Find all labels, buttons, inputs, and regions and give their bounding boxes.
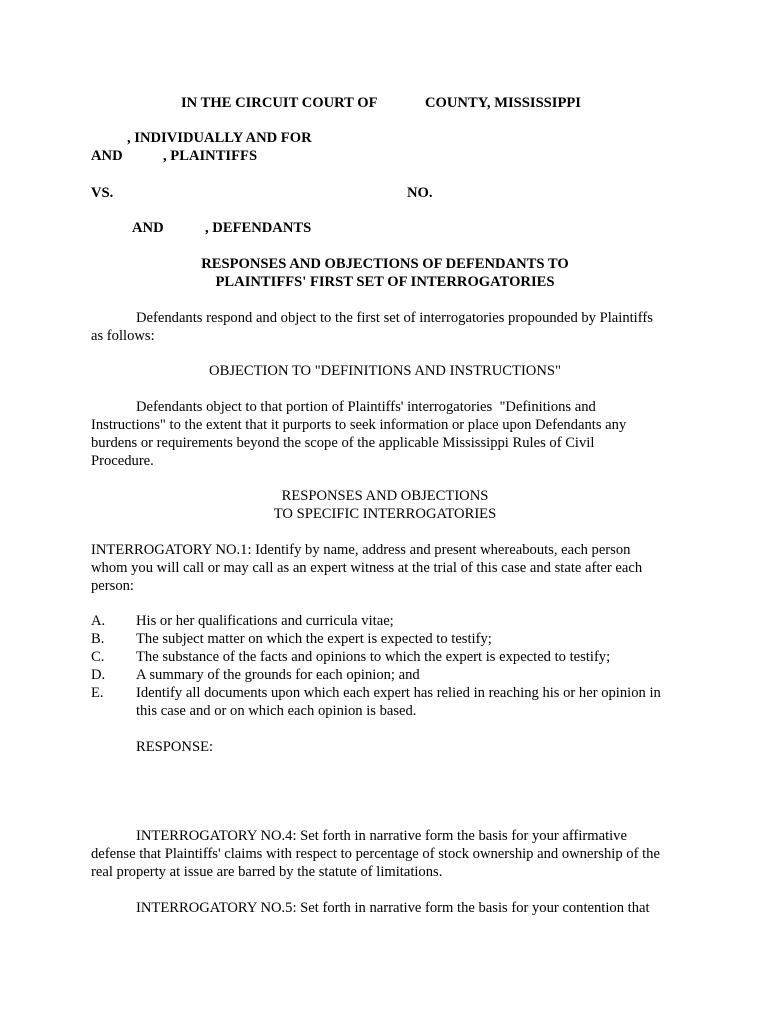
responses-heading-line2: TO SPECIFIC INTERROGATORIES [273, 506, 497, 522]
versus-label: VS. [91, 185, 114, 201]
list-item-text: His or her qualifications and curricula vitae; [136, 613, 394, 629]
plaintiff-line: , INDIVIDUALLY AND FOR [127, 130, 312, 146]
document-title-line2: PLAINTIFFS' FIRST SET OF INTERROGATORIES [215, 274, 555, 290]
court-name-prefix: IN THE CIRCUIT COURT OF [181, 95, 378, 111]
interrogatory1-line: INTERROGATORY NO.1: Identify by name, address and present whereabouts, each person [91, 542, 631, 558]
plaintiff-and: AND [91, 148, 123, 164]
interrogatory5-line: INTERROGATORY NO.5: Set forth in narrative form the basis for your contention that [136, 900, 650, 916]
objection-text-line: Instructions" to the extent that it purports to seek information or place upon Defendants any [91, 417, 627, 433]
objection-text-line: Procedure. [91, 453, 154, 469]
list-item-letter: E. [91, 685, 104, 701]
intro-line1: Defendants respond and object to the first set of interrogatories propounded by Plaintiffs [136, 310, 653, 326]
defendant-and: AND [132, 220, 164, 236]
defendants-label: , DEFENDANTS [205, 220, 312, 236]
list-item-text: A summary of the grounds for each opinion; and [136, 667, 420, 683]
interrogatory4-line: real property at issue are barred by the statute of limitations. [91, 864, 443, 880]
court-name-suffix: COUNTY, MISSISSIPPI [425, 95, 581, 111]
list-item-letter: D. [91, 667, 106, 683]
objection-heading: OBJECTION TO "DEFINITIONS AND INSTRUCTIONS" [209, 363, 561, 379]
list-item-letter: A. [91, 613, 106, 629]
response-label: RESPONSE: [136, 739, 214, 755]
objection-text-line: Defendants object to that portion of Plaintiffs' interrogatories "Definitions and [136, 399, 596, 415]
document-title-line1: RESPONSES AND OBJECTIONS OF DEFENDANTS TO [201, 256, 569, 272]
interrogatory4-line: INTERROGATORY NO.4: Set forth in narrative form the basis for your affirmative [136, 828, 627, 844]
intro-line2: as follows: [91, 328, 155, 344]
responses-heading-line1: RESPONSES AND OBJECTIONS [281, 488, 489, 504]
list-item-text: Identify all documents upon which each expert has relied in reaching his or her opinion in [136, 685, 661, 701]
list-item-text: The subject matter on which the expert is expected to testify; [136, 631, 492, 647]
list-item-text: The substance of the facts and opinions to which the expert is expected to testify; [136, 649, 611, 665]
list-item-letter: B. [91, 631, 105, 647]
list-item-text-continued: this case and or on which each opinion is based. [136, 703, 417, 719]
list-item-letter: C. [91, 649, 105, 665]
interrogatory4-line: defense that Plaintiffs' claims with respect to percentage of stock ownership and ownership of the [91, 846, 660, 862]
interrogatory1-line: whom you will call or may call as an expert witness at the trial of this case and state after each [91, 560, 643, 576]
plaintiffs-label: , PLAINTIFFS [163, 148, 258, 164]
objection-text-line: burdens or requirements beyond the scope of the applicable Mississippi Rules of Civil [91, 435, 595, 451]
case-number-label: NO. [407, 185, 433, 201]
interrogatory1-line: person: [91, 578, 134, 594]
